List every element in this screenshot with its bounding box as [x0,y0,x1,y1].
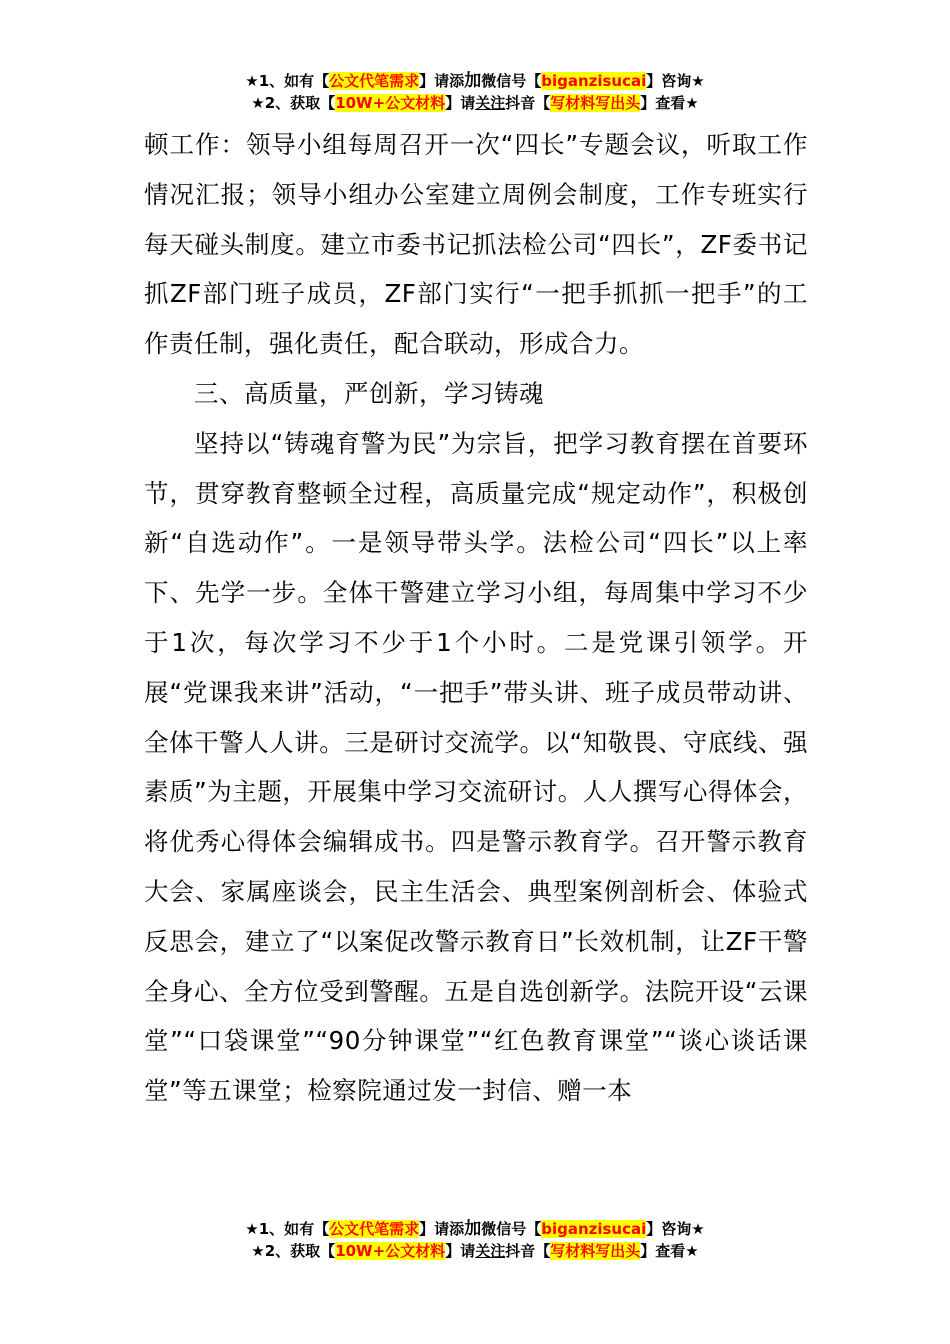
promo-highlight-materials: 10W+公文材料 [335,94,446,112]
promo-line-2-mid2: 抖音【 [505,1242,551,1260]
promo-line-2-prefix: ★2、获取【 [251,1242,336,1260]
promo-line-2-mid1: 】请 [445,1242,476,1260]
paragraph-study-education: 坚持以“铸魂育警为民”为宗旨，把学习教育摆在首要环节，贯穿教育整顿全过程，高质量完成“规定动作”，积极创新“自选动作”。一是领导带头学。法检公司“四长”以上率下、先学一步。全体干警建立学习小组，每周集中学习不少于1次，每次学习不少于1个小时。二是党课引领学。开展“党课我来讲”活动，“一把手”带头讲、班子成员带动讲、全体干警人人讲。三是研讨交流学。以“知敬畏、守底线、强素质”为主题，开展集中学习交流研讨。人人撰写心得体会，将优秀心得体会编辑成书。四是警示教育学。召开警示教育大会、家属座谈会，民主生活会、典型案例剖析会、体验式反思会，建立了“以案促改警示教育日”长效机制，让ZF干警全身心、全方位受到警醒。五是自选创新学。法院开设“云课堂”“口袋课堂”“90分钟课堂”“红色教育课堂”“谈心谈话课堂”等五课堂；检察院通过发一封信、赠一本 [144,428,808,1106]
promo-highlight-douyin-account: 写材料写出头 [550,1242,641,1260]
promo-highlight-douyin-account: 写材料写出头 [550,94,641,112]
promo-line-1-suffix: 】咨询★ [646,72,705,90]
promo-line-2-follow: 关注 [475,1242,506,1260]
promo-highlight-writing-service: 公文代笔需求 [329,72,420,90]
promo-line-1 [0,70,950,92]
promo-line-1-mid1: 】请添 [419,1220,465,1238]
top-promo-banner [0,70,950,114]
paragraph-continuation: 顿工作：领导小组每周召开一次“四长”专题会议，听取工作情况汇报；领导小组办公室建立周例会制度，工作专班实行每天碰头制度。建立市委书记抓法检公司“四长”，ZF委书记抓ZF部门班子成员，ZF部门实行“一把手抓抓一把手”的工作责任制，强化责任，配合联动，形成合力。 [144,130,808,359]
promo-highlight-wechat-id: biganzisucai [541,1220,647,1238]
promo-line-2-mid2: 抖音【 [505,94,551,112]
promo-highlight-materials: 10W+公文材料 [335,1242,446,1260]
promo-line-1-emphasis: 加 [464,1219,482,1239]
promo-line-2-follow: 关注 [475,94,506,112]
promo-line-1-mid1: 】请添 [419,72,465,90]
promo-line-1-footer [0,1218,950,1240]
promo-line-2-prefix: ★2、获取【 [251,94,336,112]
promo-line-2 [0,92,950,114]
document-body [144,120,808,1116]
promo-line-1-mid2: 微信号【 [481,1220,542,1238]
promo-line-1-prefix: ★1、如有【 [245,72,330,90]
promo-line-2-footer [0,1240,950,1262]
promo-line-2-suffix: 】查看★ [640,1242,699,1260]
bottom-promo-banner [0,1218,950,1262]
promo-highlight-writing-service: 公文代笔需求 [329,1220,420,1238]
promo-line-1-prefix: ★1、如有【 [245,1220,330,1238]
promo-line-2-mid1: 】请 [445,94,476,112]
promo-highlight-wechat-id: biganzisucai [541,72,647,90]
promo-line-2-suffix: 】查看★ [640,94,699,112]
promo-line-1-suffix: 】咨询★ [646,1220,705,1238]
section-heading-3: 三、高质量，严创新，学习铸魂 [194,378,544,408]
promo-line-1-emphasis: 加 [464,71,482,91]
promo-line-1-mid2: 微信号【 [481,72,542,90]
